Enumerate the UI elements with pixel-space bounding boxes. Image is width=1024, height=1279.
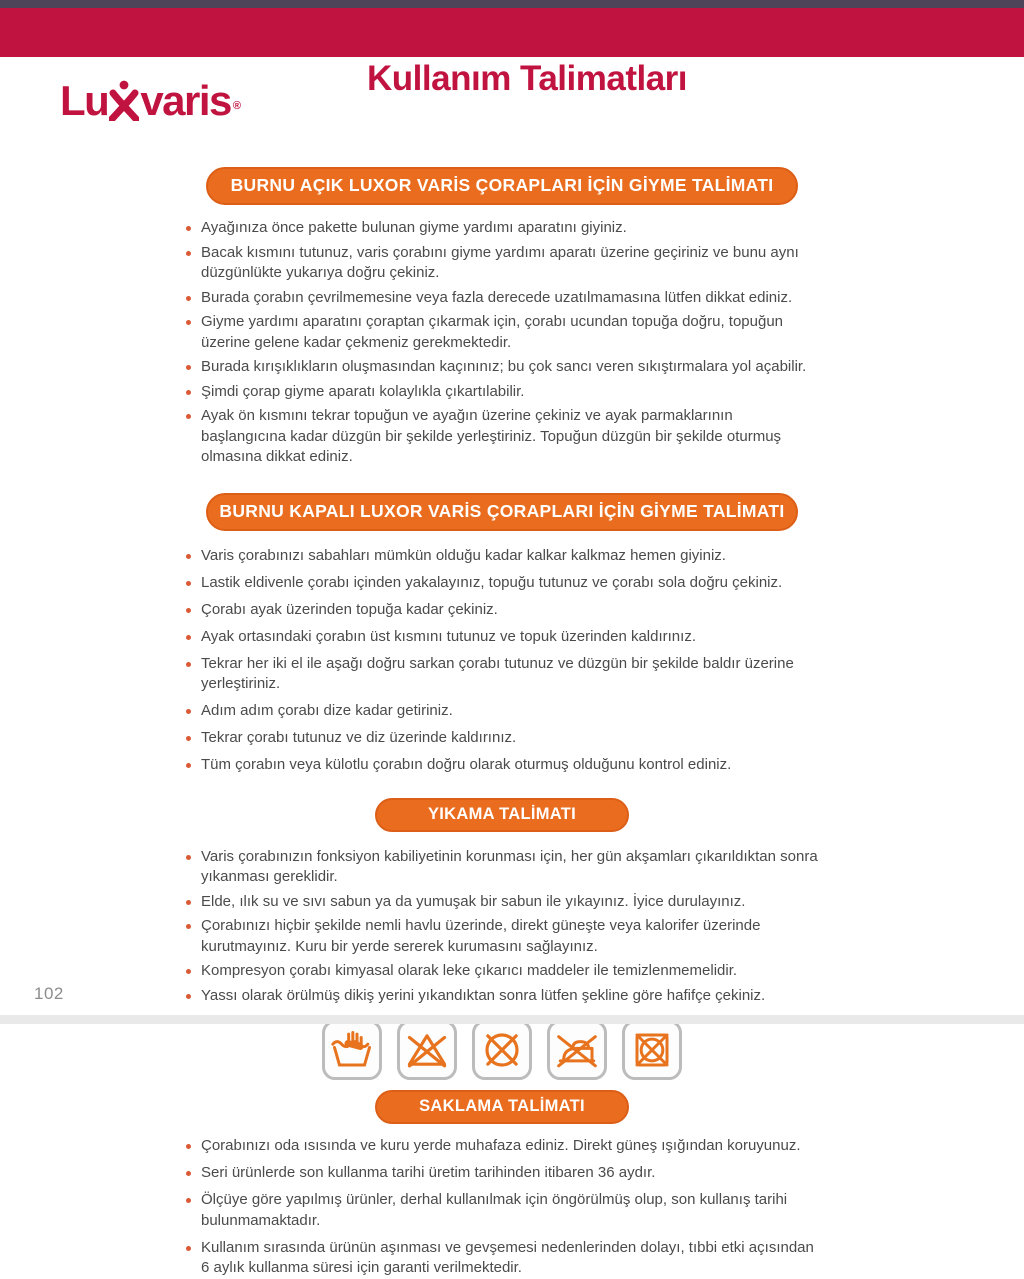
bullet-dot [186,226,191,231]
list-item [184,243,820,284]
hand-wash-icon [322,1020,382,1080]
top-accent-strip [0,0,1024,8]
list-item-text: Ölçüye göre yapılmış ürünler, derhal kullanılmak için öngörülmüş olup, son kullanış tarihi bulunmamaktadır. [201,1191,788,1229]
list-item-text: Çorabınızı oda ısısında ve kuru yerde muhafaza ediniz. Direkt güneş ışığından koruyunuz. [201,1137,801,1154]
list-item-text: Tekrar çorabı tutunuz ve diz üzerinde kaldırınız. [201,729,517,746]
list-item-text: Tekrar her iki el ile aşağı doğru sarkan çorabı tutunuz ve düzgün bir şekilde baldır üzerine yerleştiriniz. [201,654,794,692]
bullet-dot [186,390,191,395]
bullet-dot [186,1144,191,1149]
list-item [184,654,820,695]
list-item [184,1136,820,1157]
list-item [184,312,820,353]
do-not-tumble-dry-icon [622,1020,682,1080]
list-item [184,728,820,749]
bullet-dot [186,554,191,559]
list-item-text: Burada çorabın çevrilmemesine veya fazla derecede uzatılmamasına lütfen dikkat ediniz. [201,288,793,306]
instruction-list [184,546,820,776]
list-item [184,986,820,1007]
bullet-dot [186,736,191,741]
page-header [0,58,1024,124]
bullet-dot [186,1246,191,1251]
bullet-dot [186,365,191,370]
list-item-text: Ayak ön kısmını tekrar topuğun ve ayağın üzerine çekiniz ve ayak parmaklarının başlangıcına kadar düzgün bir şekilde yerleştiriniz. Topuğun düzgün bir şekilde oturmuş olmasına dikkat ediniz. [201,407,782,465]
page-number: 102 [34,984,64,1003]
bullet-dot [186,969,191,974]
list-item [184,288,820,309]
header-bar [0,8,1024,57]
list-item [184,406,820,468]
bullet-dot [186,763,191,768]
bullet-dot [186,1198,191,1203]
section-open-toe-instructions [184,167,820,468]
list-item-text: Burada kırışıklıkların oluşmasından kaçınınız; bu çok sancı veren sıkıştırmalara yol açabilir. [201,358,807,375]
bullet-dot [186,635,191,640]
section-banner: SAKLAMA TALİMATI [375,1090,629,1124]
list-item [184,357,820,378]
list-item-text: Elde, ılık su ve sıvı sabun ya da yumuşak bir sabun ile yıkayınız. İyice durulayınız. [201,892,746,910]
list-item [184,755,820,776]
bullet-dot [186,1171,191,1176]
list-item-text: Yassı olarak örülmüş dikiş yerini yıkandıktan sonra lütfen şekline göre hafifçe çekiniz. [201,986,766,1004]
list-item-text: Adım adım çorabı dize kadar getiriniz. [201,702,453,719]
list-item [184,1190,820,1231]
list-item [184,701,820,722]
bullet-dot [186,581,191,586]
care-symbols-row [184,1020,820,1080]
list-item [184,218,820,239]
bullet-dot [186,296,191,301]
instruction-list [184,847,820,1007]
list-item [184,1163,820,1184]
bottom-edge-strip [0,1015,1024,1024]
bullet-dot [186,251,191,256]
logo-text-prefix: Lu [60,77,109,124]
bullet-dot [186,662,191,667]
list-item [184,1238,820,1279]
list-item [184,961,820,982]
list-item [184,847,820,888]
list-item-text: Çorabı ayak üzerinden topuğa kadar çekiniz. [201,600,498,618]
section-banner: YIKAMA TALİMATI [375,798,629,832]
list-item-text: Kullanım sırasında ürünün aşınması ve gevşemesi nedenlerinden dolayı, tıbbi etki açısından 6 aylık kullanma süresi için garanti verilmektedir. [201,1238,814,1276]
list-item-text: Tüm çorabın veya külotlu çorabın doğru olarak oturmuş olduğunu kontrol ediniz. [201,756,732,773]
list-item-text: Bacak kısmını tutunuz, varis çorabını giyme yardımı aparatı üzerine geçiriniz ve bunu aynı düzgünlükte yukarıya doğru çekiniz. [201,243,799,281]
logo-ribbon-x-icon [109,77,139,121]
list-item [184,627,820,648]
list-item-text: Varis çorabınızı sabahları mümkün olduğu kadar kalkar kalkmaz hemen giyiniz. [201,546,726,564]
bullet-dot [186,608,191,613]
list-item-text: Seri ürünlerde son kullanma tarihi üretim tarihinden itibaren 36 aydır. [201,1164,656,1181]
section-banner: BURNU KAPALI LUXOR VARİS ÇORAPLARI İÇİN GİYME TALİMATI [206,493,798,531]
registered-mark: ® [232,100,242,112]
list-item-text: Kompresyon çorabı kimyasal olarak leke çıkarıcı maddeler ile temizlenmemelidir. [201,962,738,979]
list-item-text: Ayak ortasındaki çorabın üst kısmını tutunuz ve topuk üzerinden kaldırınız. [201,627,696,645]
bullet-dot [186,855,191,860]
list-item-text: Lastik eldivenle çorabı içinden yakalayınız, topuğu tutunuz ve çorabı sola doğru çekiniz. [201,573,783,591]
bullet-dot [186,994,191,999]
section-banner: BURNU AÇIK LUXOR VARİS ÇORAPLARI İÇİN GİYME TALİMATI [206,167,798,205]
list-item [184,546,820,567]
list-item-text: Ayağınıza önce pakette bulunan giyme yardımı aparatını giyiniz. [201,219,627,236]
page-content [184,167,820,1279]
list-item [184,916,820,957]
section-storage-instructions [184,1090,820,1279]
bullet-dot [186,414,191,419]
bullet-dot [186,709,191,714]
bullet-dot [186,924,191,929]
list-item [184,600,820,621]
list-item-text: Giyme yardımı aparatını çoraptan çıkarmak için, çorabı ucundan topuğa doğru, topuğun üzerine gelene kadar çekmeniz gerekmektedir. [201,313,783,351]
brand-logo [60,77,242,124]
list-item [184,892,820,913]
list-item [184,573,820,594]
list-item-text: Şimdi çorap giyme aparatı kolaylıkla çıkartılabilir. [201,382,525,400]
list-item-text: Çorabınızı hiçbir şekilde nemli havlu üzerinde, direkt güneşte veya kalorifer üzerinde kurutmayınız. Kuru bir yerde sererek kurumasını sağlayınız. [201,917,761,955]
list-item-text: Varis çorabınızın fonksiyon kabiliyetinin korunması için, her gün akşamları çıkarıldıktan sonra yıkanması gereklidir. [201,847,818,885]
bullet-dot [186,900,191,905]
instruction-list [184,218,820,468]
instruction-list [184,1136,820,1279]
do-not-dry-clean-icon [472,1020,532,1080]
section-washing-instructions [184,798,820,1081]
page-title: Kullanım Talimatları [367,58,688,98]
section-closed-toe-instructions [184,493,820,776]
bullet-dot [186,320,191,325]
logo-text-suffix: varis [140,77,231,124]
list-item [184,382,820,403]
do-not-iron-icon [547,1020,607,1080]
do-not-bleach-icon [397,1020,457,1080]
